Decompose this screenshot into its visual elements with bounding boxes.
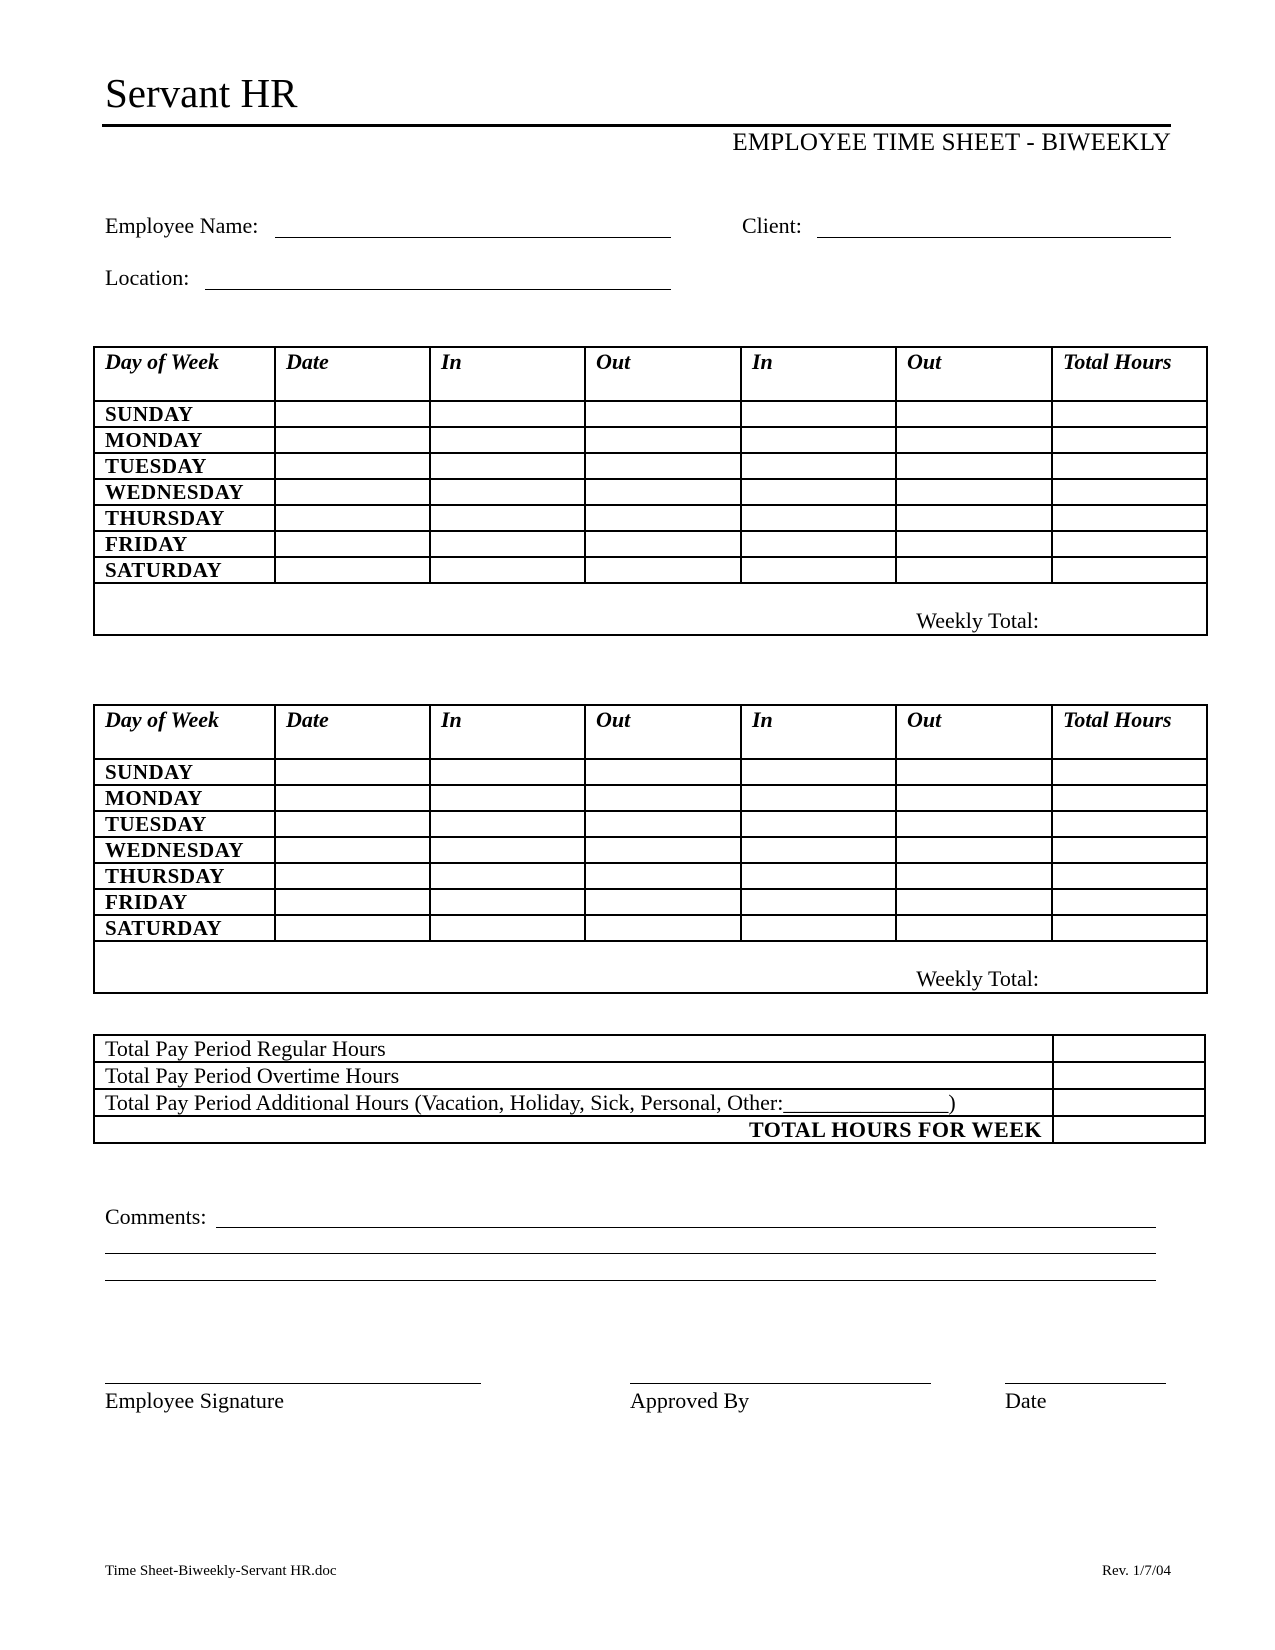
date-label: Date bbox=[1005, 1388, 1047, 1413]
out-1-cell[interactable] bbox=[585, 889, 741, 915]
date-cell[interactable] bbox=[275, 837, 430, 863]
approved-by-line[interactable] bbox=[630, 1383, 931, 1384]
in-1-cell[interactable] bbox=[430, 479, 585, 505]
date-cell[interactable] bbox=[275, 531, 430, 557]
col-out-2: Out bbox=[896, 705, 1052, 759]
summary-row bbox=[94, 1062, 1205, 1089]
in-2-cell[interactable] bbox=[741, 505, 896, 531]
in-2-cell[interactable] bbox=[741, 453, 896, 479]
in-2-cell[interactable] bbox=[741, 785, 896, 811]
total-hours-cell[interactable] bbox=[1052, 453, 1207, 479]
summary-value-regular[interactable] bbox=[1053, 1035, 1205, 1062]
col-in-2: In bbox=[741, 347, 896, 401]
comments-line-1[interactable] bbox=[216, 1227, 1156, 1228]
out-2-cell[interactable] bbox=[896, 479, 1052, 505]
day-label: FRIDAY bbox=[94, 889, 275, 915]
out-1-cell[interactable] bbox=[585, 427, 741, 453]
in-1-cell[interactable] bbox=[430, 889, 585, 915]
out-2-cell[interactable] bbox=[896, 811, 1052, 837]
out-1-cell[interactable] bbox=[585, 785, 741, 811]
in-1-cell[interactable] bbox=[430, 401, 585, 427]
comments-line-3[interactable] bbox=[105, 1280, 1156, 1281]
col-out-1: Out bbox=[585, 347, 741, 401]
in-1-cell[interactable] bbox=[430, 811, 585, 837]
date-cell[interactable] bbox=[275, 889, 430, 915]
day-label: THURSDAY bbox=[94, 505, 275, 531]
out-1-cell[interactable] bbox=[585, 811, 741, 837]
total-hours-for-week-value[interactable] bbox=[1053, 1116, 1205, 1143]
out-2-cell[interactable] bbox=[896, 837, 1052, 863]
day-label: TUESDAY bbox=[94, 811, 275, 837]
footer-revision: Rev. 1/7/04 bbox=[1101, 1563, 1171, 1579]
client-field[interactable] bbox=[817, 237, 1171, 238]
date-cell[interactable] bbox=[275, 401, 430, 427]
out-1-cell[interactable] bbox=[585, 531, 741, 557]
day-label: SATURDAY bbox=[94, 557, 275, 583]
employee-name-label: Employee Name: bbox=[105, 213, 259, 238]
summary-label-additional: Total Pay Period Additional Hours (Vacation, Holiday, Sick, Personal, Other:_______________) bbox=[94, 1089, 1053, 1116]
approved-by-label: Approved By bbox=[630, 1388, 750, 1413]
weekly-total-cell[interactable] bbox=[94, 941, 1207, 993]
out-2-cell[interactable] bbox=[896, 531, 1052, 557]
header-rule bbox=[102, 124, 1171, 127]
day-row bbox=[94, 785, 1207, 811]
col-in-2: In bbox=[741, 705, 896, 759]
date-cell[interactable] bbox=[275, 453, 430, 479]
document-title: EMPLOYEE TIME SHEET - BIWEEKLY bbox=[732, 129, 1171, 156]
day-label: TUESDAY bbox=[94, 453, 275, 479]
company-name: Servant HR bbox=[105, 70, 298, 116]
out-1-cell[interactable] bbox=[585, 863, 741, 889]
in-2-cell[interactable] bbox=[741, 401, 896, 427]
week-2-body bbox=[94, 759, 1207, 993]
total-hours-cell[interactable] bbox=[1052, 401, 1207, 427]
in-1-cell[interactable] bbox=[430, 759, 585, 785]
date-cell[interactable] bbox=[275, 479, 430, 505]
in-2-cell[interactable] bbox=[741, 531, 896, 557]
day-row bbox=[94, 531, 1207, 557]
employee-signature-label: Employee Signature bbox=[105, 1388, 285, 1413]
day-row bbox=[94, 863, 1207, 889]
day-label: WEDNESDAY bbox=[94, 479, 275, 505]
summary-row bbox=[94, 1116, 1205, 1143]
out-2-cell[interactable] bbox=[896, 785, 1052, 811]
comments-line-2[interactable] bbox=[105, 1253, 1156, 1254]
out-2-cell[interactable] bbox=[896, 863, 1052, 889]
in-2-cell[interactable] bbox=[741, 811, 896, 837]
total-hours-for-week-label: TOTAL HOURS FOR WEEK bbox=[94, 1116, 1053, 1143]
out-2-cell[interactable] bbox=[896, 505, 1052, 531]
out-2-cell[interactable] bbox=[896, 453, 1052, 479]
summary-value-overtime[interactable] bbox=[1053, 1062, 1205, 1089]
date-cell[interactable] bbox=[275, 505, 430, 531]
day-row bbox=[94, 915, 1207, 941]
employee-signature-line[interactable] bbox=[105, 1383, 481, 1384]
in-1-cell[interactable] bbox=[430, 453, 585, 479]
day-label: THURSDAY bbox=[94, 863, 275, 889]
out-2-cell[interactable] bbox=[896, 889, 1052, 915]
total-hours-cell[interactable] bbox=[1052, 531, 1207, 557]
summary-label-regular: Total Pay Period Regular Hours bbox=[94, 1035, 1053, 1062]
total-hours-cell[interactable] bbox=[1052, 479, 1207, 505]
weekly-total-row bbox=[94, 941, 1207, 993]
date-cell[interactable] bbox=[275, 427, 430, 453]
summary-value-additional[interactable] bbox=[1053, 1089, 1205, 1116]
day-label: SUNDAY bbox=[94, 401, 275, 427]
summary-row bbox=[94, 1089, 1205, 1116]
day-row bbox=[94, 837, 1207, 863]
weekly-total-row bbox=[94, 583, 1207, 635]
week-1-table bbox=[93, 346, 1208, 636]
out-2-cell[interactable] bbox=[896, 401, 1052, 427]
in-1-cell[interactable] bbox=[430, 785, 585, 811]
employee-name-field[interactable] bbox=[275, 237, 671, 238]
out-1-cell[interactable] bbox=[585, 915, 741, 941]
total-hours-cell[interactable] bbox=[1052, 915, 1207, 941]
total-hours-cell[interactable] bbox=[1052, 505, 1207, 531]
in-2-cell[interactable] bbox=[741, 837, 896, 863]
total-hours-cell[interactable] bbox=[1052, 427, 1207, 453]
col-total-hours: Total Hours bbox=[1052, 347, 1207, 401]
in-1-cell[interactable] bbox=[430, 427, 585, 453]
total-hours-cell[interactable] bbox=[1052, 889, 1207, 915]
day-row bbox=[94, 557, 1207, 583]
col-date: Date bbox=[275, 347, 430, 401]
date-cell[interactable] bbox=[275, 759, 430, 785]
out-2-cell[interactable] bbox=[896, 759, 1052, 785]
client-label: Client: bbox=[742, 213, 802, 238]
out-1-cell[interactable] bbox=[585, 759, 741, 785]
in-2-cell[interactable] bbox=[741, 479, 896, 505]
in-1-cell[interactable] bbox=[430, 531, 585, 557]
day-row bbox=[94, 811, 1207, 837]
out-1-cell[interactable] bbox=[585, 837, 741, 863]
day-label: SATURDAY bbox=[94, 915, 275, 941]
day-label: MONDAY bbox=[94, 785, 275, 811]
out-2-cell[interactable] bbox=[896, 915, 1052, 941]
date-line[interactable] bbox=[1005, 1383, 1166, 1384]
in-2-cell[interactable] bbox=[741, 427, 896, 453]
date-cell[interactable] bbox=[275, 915, 430, 941]
in-1-cell[interactable] bbox=[430, 915, 585, 941]
date-cell[interactable] bbox=[275, 785, 430, 811]
out-2-cell[interactable] bbox=[896, 427, 1052, 453]
total-hours-cell[interactable] bbox=[1052, 759, 1207, 785]
in-1-cell[interactable] bbox=[430, 863, 585, 889]
day-row bbox=[94, 427, 1207, 453]
total-hours-cell[interactable] bbox=[1052, 811, 1207, 837]
weekly-total-label: Weekly Total: bbox=[916, 966, 1039, 991]
weekly-total-cell[interactable] bbox=[94, 583, 1207, 635]
day-row bbox=[94, 505, 1207, 531]
out-1-cell[interactable] bbox=[585, 557, 741, 583]
col-day-of-week: Day of Week bbox=[94, 347, 275, 401]
out-1-cell[interactable] bbox=[585, 401, 741, 427]
week-1-body bbox=[94, 401, 1207, 635]
pay-period-summary bbox=[93, 1034, 1206, 1144]
date-cell[interactable] bbox=[275, 811, 430, 837]
day-label: WEDNESDAY bbox=[94, 837, 275, 863]
in-1-cell[interactable] bbox=[430, 505, 585, 531]
col-in-1: In bbox=[430, 705, 585, 759]
day-label: SUNDAY bbox=[94, 759, 275, 785]
footer-filename: Time Sheet-Biweekly-Servant HR.doc bbox=[105, 1563, 337, 1579]
day-row bbox=[94, 479, 1207, 505]
col-in-1: In bbox=[430, 347, 585, 401]
total-hours-cell[interactable] bbox=[1052, 557, 1207, 583]
in-2-cell[interactable] bbox=[741, 759, 896, 785]
total-hours-cell[interactable] bbox=[1052, 785, 1207, 811]
total-hours-cell[interactable] bbox=[1052, 837, 1207, 863]
col-total-hours: Total Hours bbox=[1052, 705, 1207, 759]
day-row bbox=[94, 401, 1207, 427]
col-out-2: Out bbox=[896, 347, 1052, 401]
date-cell[interactable] bbox=[275, 557, 430, 583]
date-cell[interactable] bbox=[275, 863, 430, 889]
comments-label: Comments: bbox=[105, 1204, 207, 1229]
col-day-of-week: Day of Week bbox=[94, 705, 275, 759]
col-out-1: Out bbox=[585, 705, 741, 759]
in-2-cell[interactable] bbox=[741, 889, 896, 915]
weekly-total-label: Weekly Total: bbox=[916, 608, 1039, 633]
out-2-cell[interactable] bbox=[896, 557, 1052, 583]
in-2-cell[interactable] bbox=[741, 557, 896, 583]
summary-row bbox=[94, 1035, 1205, 1062]
day-row bbox=[94, 453, 1207, 479]
summary-label-overtime: Total Pay Period Overtime Hours bbox=[94, 1062, 1053, 1089]
in-2-cell[interactable] bbox=[741, 863, 896, 889]
col-date: Date bbox=[275, 705, 430, 759]
day-row bbox=[94, 889, 1207, 915]
day-label: MONDAY bbox=[94, 427, 275, 453]
location-label: Location: bbox=[105, 265, 190, 290]
location-field[interactable] bbox=[205, 289, 671, 290]
out-1-cell[interactable] bbox=[585, 479, 741, 505]
day-label: FRIDAY bbox=[94, 531, 275, 557]
out-1-cell[interactable] bbox=[585, 453, 741, 479]
out-1-cell[interactable] bbox=[585, 505, 741, 531]
in-1-cell[interactable] bbox=[430, 557, 585, 583]
total-hours-cell[interactable] bbox=[1052, 863, 1207, 889]
in-1-cell[interactable] bbox=[430, 837, 585, 863]
day-row bbox=[94, 759, 1207, 785]
week-2-table bbox=[93, 704, 1208, 994]
in-2-cell[interactable] bbox=[741, 915, 896, 941]
